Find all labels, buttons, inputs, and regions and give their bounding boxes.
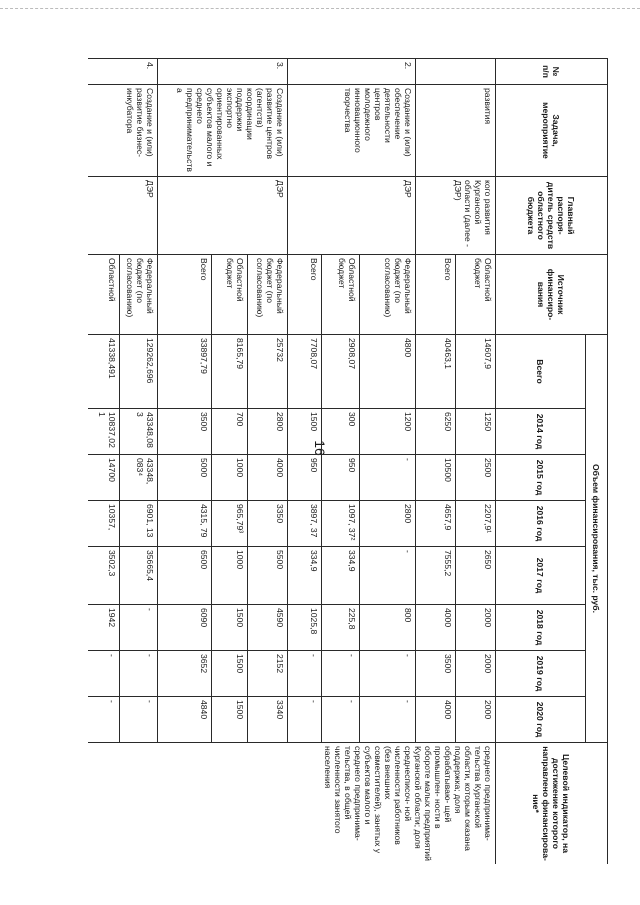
cell-2015: - bbox=[360, 455, 416, 501]
cell-2018: 6090 bbox=[158, 605, 212, 651]
header-total: Всего bbox=[496, 335, 586, 409]
cell-2014: 300 bbox=[322, 409, 360, 455]
cell-2017: 334,9 bbox=[288, 547, 322, 605]
header-task: Задача, мероприятие bbox=[496, 85, 608, 177]
cell-total: 41338,491 bbox=[88, 335, 120, 409]
cell-2020: 1500 bbox=[212, 697, 248, 743]
cell-2018: 2000 bbox=[456, 605, 496, 651]
cell-source: Всего bbox=[158, 255, 212, 335]
cell-2020: 4840 bbox=[158, 697, 212, 743]
cell-manager: кого развития Курганской области (далее - ДЭР) bbox=[416, 177, 496, 255]
cell-source: Федеральный бюджет (по согласованию) bbox=[120, 255, 158, 335]
cell-total: 8165,79 bbox=[212, 335, 248, 409]
cell-2020: 4000 bbox=[416, 697, 456, 743]
cell-source: Областной bbox=[88, 255, 120, 335]
cell-2015: 950 bbox=[322, 455, 360, 501]
cell-2019: 2152 bbox=[248, 651, 288, 697]
cell-total: 25732 bbox=[248, 335, 288, 409]
header-num: № п/п bbox=[496, 59, 608, 85]
header-2014: 2014 год bbox=[496, 409, 586, 455]
cell-2015: 2500 bbox=[456, 455, 496, 501]
cell-manager: ДЭР bbox=[288, 177, 416, 255]
cell-task: Создание и (или) обеспечение деятельности центров молодежного инновационного творчества bbox=[288, 85, 416, 177]
header-volume-group: Объем финансирования, тыс. руб. bbox=[586, 335, 608, 743]
header-2020: 2020 год bbox=[496, 697, 586, 743]
cell-2018: 4590 bbox=[248, 605, 288, 651]
header-2015: 2015 год bbox=[496, 455, 586, 501]
cell-2020: 2000 bbox=[456, 697, 496, 743]
cell-2019: 2000 bbox=[456, 651, 496, 697]
top-scan-line bbox=[0, 8, 640, 9]
cell-source: Областной бюджет bbox=[456, 255, 496, 335]
cell-2015: 43348, 083⁴ bbox=[120, 455, 158, 501]
cell-2017: 1000 bbox=[212, 547, 248, 605]
cell-2016: 3897, 37 bbox=[288, 501, 322, 547]
cell-2020: - bbox=[360, 697, 416, 743]
cell-total: 129262,696 bbox=[120, 335, 158, 409]
cell-target: среднего предпринима- тельства Курганской области, которым оказана поддержка; доля обрабатываю- щей промышлен- ности в обороте малых предприятий Курганской области; доля среднесписоч- ной численности работников (без внешних совместителей), занятых у субъектов малого и среднего предпринима- тельства, в общей численности занятого населения bbox=[88, 743, 496, 864]
cell-2018: 800 bbox=[360, 605, 416, 651]
cell-2019: 1500 bbox=[212, 651, 248, 697]
cell-2016: 2800 bbox=[360, 501, 416, 547]
cell-2017: - bbox=[360, 547, 416, 605]
cell-2016: 10357, bbox=[88, 501, 120, 547]
cell-2016: 1097, 37² bbox=[322, 501, 360, 547]
cell-2016: 6901, 13 bbox=[120, 501, 158, 547]
rotated-table-frame bbox=[88, 58, 608, 864]
cell-2019: - bbox=[360, 651, 416, 697]
cell-2017: 3502,3 bbox=[88, 547, 120, 605]
cell-total: 40463,1 bbox=[416, 335, 456, 409]
page-number: 16 bbox=[312, 440, 328, 456]
cell-2018: - bbox=[120, 605, 158, 651]
header-2016: 2016 год bbox=[496, 501, 586, 547]
cell-manager: ДЭР bbox=[88, 177, 158, 255]
cell-2018: 4000 bbox=[416, 605, 456, 651]
cell-2018: 1942 bbox=[88, 605, 120, 651]
cell-2014: 1500 bbox=[288, 409, 322, 455]
cell-2015: 5000 bbox=[158, 455, 212, 501]
cell-2014: 1200 bbox=[360, 409, 416, 455]
table-wrapper bbox=[88, 58, 608, 864]
cell-source: Всего bbox=[416, 255, 456, 335]
cell-manager: ДЭР bbox=[158, 177, 288, 255]
cell-2014: 2800 bbox=[248, 409, 288, 455]
cell-total: 14607,9 bbox=[456, 335, 496, 409]
header-2018: 2018 год bbox=[496, 605, 586, 651]
cell-num bbox=[416, 59, 496, 85]
financing-table bbox=[88, 58, 608, 864]
cell-2015: 4000 bbox=[248, 455, 288, 501]
cell-2018: 1500 bbox=[212, 605, 248, 651]
cell-2019: 3652 bbox=[158, 651, 212, 697]
cell-2014: 3500 bbox=[158, 409, 212, 455]
cell-2015: 10500 bbox=[416, 455, 456, 501]
cell-2018: 225,8 bbox=[322, 605, 360, 651]
cell-total: 7708,07 bbox=[288, 335, 322, 409]
cell-2020: - bbox=[322, 697, 360, 743]
table-row bbox=[456, 59, 496, 865]
header-target: Целевой индикатор, на достижение которого направлено финансирова- ние* bbox=[496, 743, 608, 864]
cell-source: Областной бюджет bbox=[212, 255, 248, 335]
cell-source: Областной бюджет bbox=[322, 255, 360, 335]
cell-task: Создание и (или) развитие бизнес-инкубатора bbox=[88, 85, 158, 177]
cell-2017: 2650 bbox=[456, 547, 496, 605]
cell-2016: 3350 bbox=[248, 501, 288, 547]
cell-2019: - bbox=[288, 651, 322, 697]
cell-num: 2. bbox=[288, 59, 416, 85]
cell-2014: 43348,083 bbox=[120, 409, 158, 455]
cell-2019: - bbox=[120, 651, 158, 697]
cell-2015: 14700 bbox=[88, 455, 120, 501]
cell-2017: 334,9 bbox=[322, 547, 360, 605]
cell-2014: 700 bbox=[212, 409, 248, 455]
cell-total: 4800 bbox=[360, 335, 416, 409]
cell-2017: 7555,2 bbox=[416, 547, 456, 605]
cell-task: развития bbox=[416, 85, 496, 177]
cell-total: 2908,07 bbox=[322, 335, 360, 409]
cell-2014: 10837,021 bbox=[88, 409, 120, 455]
cell-2015: 1000 bbox=[212, 455, 248, 501]
header-2017: 2017 год bbox=[496, 547, 586, 605]
cell-num: 3. bbox=[158, 59, 288, 85]
cell-2016: 965,79³ bbox=[212, 501, 248, 547]
header-source: Источник финансиро- вания bbox=[496, 255, 608, 335]
cell-2020: 3340 bbox=[248, 697, 288, 743]
cell-2017: 6500 bbox=[158, 547, 212, 605]
cell-task: Создание и (или) развитие центров (агентств) координации поддержки экспортно ориентированных субъектов малого и среднего предпринимательства bbox=[158, 85, 288, 177]
cell-2014: 6250 bbox=[416, 409, 456, 455]
cell-2016: 4315, 79 bbox=[158, 501, 212, 547]
cell-2020: - bbox=[88, 697, 120, 743]
cell-2016: 4657,9 bbox=[416, 501, 456, 547]
cell-total: 33897,79 bbox=[158, 335, 212, 409]
cell-2015: 950 bbox=[288, 455, 322, 501]
cell-2020: - bbox=[120, 697, 158, 743]
cell-2017: 35665,4 bbox=[120, 547, 158, 605]
cell-2019: - bbox=[322, 651, 360, 697]
cell-2020: - bbox=[288, 697, 322, 743]
cell-2017: 5500 bbox=[248, 547, 288, 605]
header-manager: Главный распоря- дитель средств областного бюджета bbox=[496, 177, 608, 255]
cell-num: 4. bbox=[88, 59, 158, 85]
cell-2016: 2207,9¹ bbox=[456, 501, 496, 547]
cell-2019: - bbox=[88, 651, 120, 697]
cell-2018: 1025,8 bbox=[288, 605, 322, 651]
header-2019: 2019 год bbox=[496, 651, 586, 697]
cell-source: Всего bbox=[288, 255, 322, 335]
cell-2019: 3500 bbox=[416, 651, 456, 697]
cell-source: Федеральный бюджет (по согласованию) bbox=[360, 255, 416, 335]
cell-source: Федеральный бюджет (по согласованию) bbox=[248, 255, 288, 335]
cell-2014: 1250 bbox=[456, 409, 496, 455]
